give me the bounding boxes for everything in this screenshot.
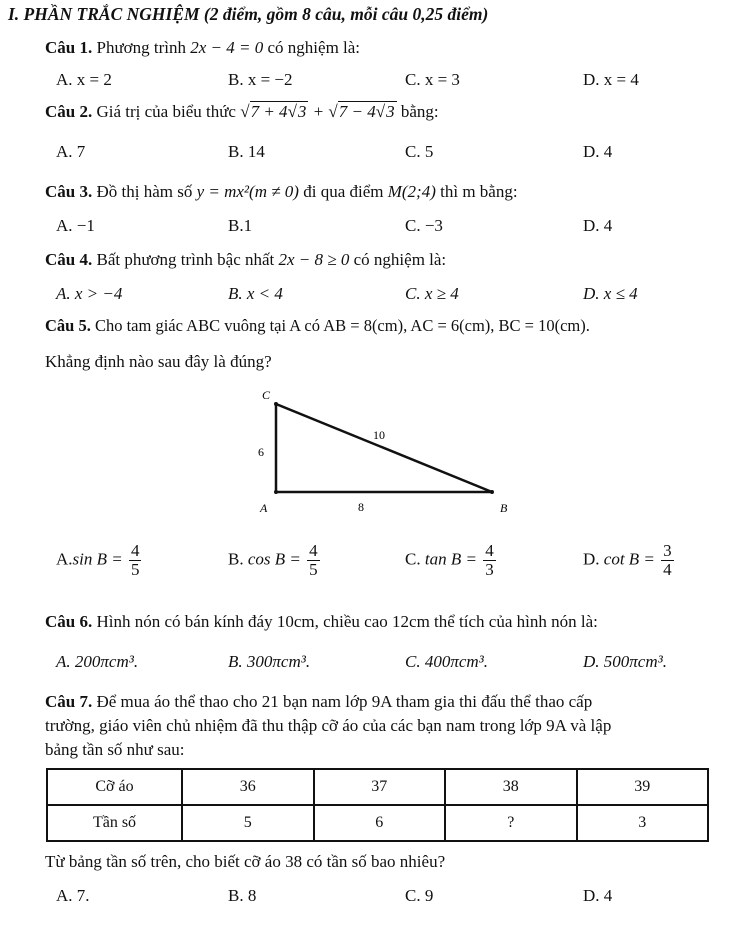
q4-text-before: Bất phương trình bậc nhất xyxy=(96,250,275,269)
q7-option-d[interactable]: D. 4 xyxy=(583,886,613,905)
q5-label: Câu 5. xyxy=(45,316,91,335)
table-header-size: Cỡ áo xyxy=(47,769,182,805)
side-ac-label: 6 xyxy=(258,445,264,459)
q5-option-a[interactable]: A.sin B = $\frac{4}{5}$ xyxy=(56,541,140,579)
question-4 xyxy=(45,250,446,270)
q5-option-c[interactable]: C. tan B = $\frac{4}{3}$ xyxy=(405,541,494,579)
q6-option-a[interactable]: A. 200πcm³. xyxy=(56,652,139,671)
table-cell: 6 xyxy=(314,805,446,841)
question-5 xyxy=(45,316,590,336)
q1-option-c[interactable]: C. x = 3 xyxy=(405,70,460,89)
q7-line3: bảng tần số như sau: xyxy=(45,740,185,759)
question-7 xyxy=(45,692,592,712)
q7-option-b[interactable]: B. 8 xyxy=(228,886,257,905)
q6-option-d[interactable]: D. 500πcm³. xyxy=(583,652,667,671)
q4-option-c[interactable]: C. x ≥ 4 xyxy=(405,284,459,303)
q3-text-after: thì m bằng: xyxy=(440,182,518,201)
frequency-table xyxy=(46,768,709,842)
side-bc-label: 10 xyxy=(373,428,385,442)
q1-option-d[interactable]: D. x = 4 xyxy=(583,70,639,89)
q5-text2: Khẳng định nào sau đây là đúng? xyxy=(45,352,272,371)
q7-line2: trường, giáo viên chủ nhiệm đã thu thập cỡ áo của các bạn nam trong lớp 9A và lập xyxy=(45,716,612,735)
q2-option-b[interactable]: B. 14 xyxy=(228,142,265,161)
q4-option-b[interactable]: B. x < 4 xyxy=(228,284,283,303)
q5-option-d[interactable]: D. cot B = $\frac{3}{4}$ xyxy=(583,541,672,579)
question-6 xyxy=(45,612,598,632)
q6-label: Câu 6. xyxy=(45,612,93,631)
table-cell: ? xyxy=(445,805,577,841)
question-2 xyxy=(45,102,439,122)
q2-option-a[interactable]: A. 7 xyxy=(56,142,86,161)
q6-option-c[interactable]: C. 400πcm³. xyxy=(405,652,489,671)
vertex-b-label: B xyxy=(500,501,508,514)
q2-text-after: bằng: xyxy=(400,102,439,121)
q3-option-a[interactable]: A. −1 xyxy=(56,216,95,235)
q6-text: Hình nón có bán kính đáy 10cm, chiều cao 12cm thể tích của hình nón là: xyxy=(96,612,598,631)
question-1 xyxy=(45,38,360,58)
vertex-b-dot xyxy=(490,490,494,494)
q2-expression: √7 + 4√3 + √7 − 4√3 xyxy=(240,102,395,121)
q4-inequality: 2x − 8 ≥ 0 xyxy=(278,250,350,269)
q4-option-a[interactable]: A. x > −4 xyxy=(56,284,123,303)
q7-line1: Để mua áo thể thao cho 21 bạn nam lớp 9A tham gia thi đấu thể thao cấp xyxy=(96,692,593,711)
q1-text-after: có nghiệm là: xyxy=(267,38,361,57)
q7-option-c[interactable]: C. 9 xyxy=(405,886,434,905)
q1-option-a[interactable]: A. x = 2 xyxy=(56,70,112,89)
table-row xyxy=(47,769,708,805)
q3-option-d[interactable]: D. 4 xyxy=(583,216,613,235)
q3-function: y = mx²(m ≠ 0) xyxy=(196,182,299,201)
q3-label: Câu 3. xyxy=(45,182,93,201)
q1-equation: 2x − 4 = 0 xyxy=(190,38,264,57)
q3-text-before: Đồ thị hàm số xyxy=(96,182,193,201)
vertex-c-label: C xyxy=(262,388,271,402)
section-title: I. PHẦN TRẮC NGHIỆM (2 điểm, gồm 8 câu, mỗi câu 0,25 điểm) xyxy=(8,4,489,24)
question-3 xyxy=(45,182,518,202)
table-cell: 5 xyxy=(182,805,314,841)
q4-text-after: có nghiệm là: xyxy=(353,250,447,269)
triangle-abc xyxy=(276,404,492,492)
q6-option-b[interactable]: B. 300πcm³. xyxy=(228,652,311,671)
q3-text-mid: đi qua điểm xyxy=(303,182,384,201)
q5-option-b[interactable]: B. cos B = $\frac{4}{5}$ xyxy=(228,541,318,579)
q7-question: Từ bảng tần số trên, cho biết cỡ áo 38 có tần số bao nhiêu? xyxy=(45,852,446,871)
q3-option-b[interactable]: B.1 xyxy=(228,216,253,235)
q1-label: Câu 1. xyxy=(45,38,93,57)
q7-label: Câu 7. xyxy=(45,692,93,711)
table-cell: 39 xyxy=(577,769,709,805)
side-ab-label: 8 xyxy=(358,500,364,514)
table-cell: 3 xyxy=(577,805,709,841)
table-cell: 36 xyxy=(182,769,314,805)
q3-point: M(2;4) xyxy=(387,182,436,201)
table-cell: 38 xyxy=(445,769,577,805)
q2-option-d[interactable]: D. 4 xyxy=(583,142,613,161)
vertex-c-dot xyxy=(274,402,278,406)
q4-label: Câu 4. xyxy=(45,250,93,269)
q3-option-c[interactable]: C. −3 xyxy=(405,216,443,235)
table-cell: 37 xyxy=(314,769,446,805)
q2-label: Câu 2. xyxy=(45,102,93,121)
q1-option-b[interactable]: B. x = −2 xyxy=(228,70,293,89)
q5-text: Cho tam giác ABC vuông tại A có AB = 8(cm), AC = 6(cm), BC = 10(cm). xyxy=(94,316,590,335)
triangle-figure xyxy=(240,384,530,514)
q2-option-c[interactable]: C. 5 xyxy=(405,142,434,161)
q1-text-before: Phương trình xyxy=(96,38,186,57)
q2-text-before: Giá trị của biểu thức xyxy=(96,102,236,121)
q4-option-d[interactable]: D. x ≤ 4 xyxy=(583,284,638,303)
table-header-frequency: Tần số xyxy=(47,805,182,841)
table-row xyxy=(47,805,708,841)
vertex-a-label: A xyxy=(260,501,268,514)
q7-option-a[interactable]: A. 7. xyxy=(56,886,90,905)
vertex-a-dot xyxy=(274,490,278,494)
